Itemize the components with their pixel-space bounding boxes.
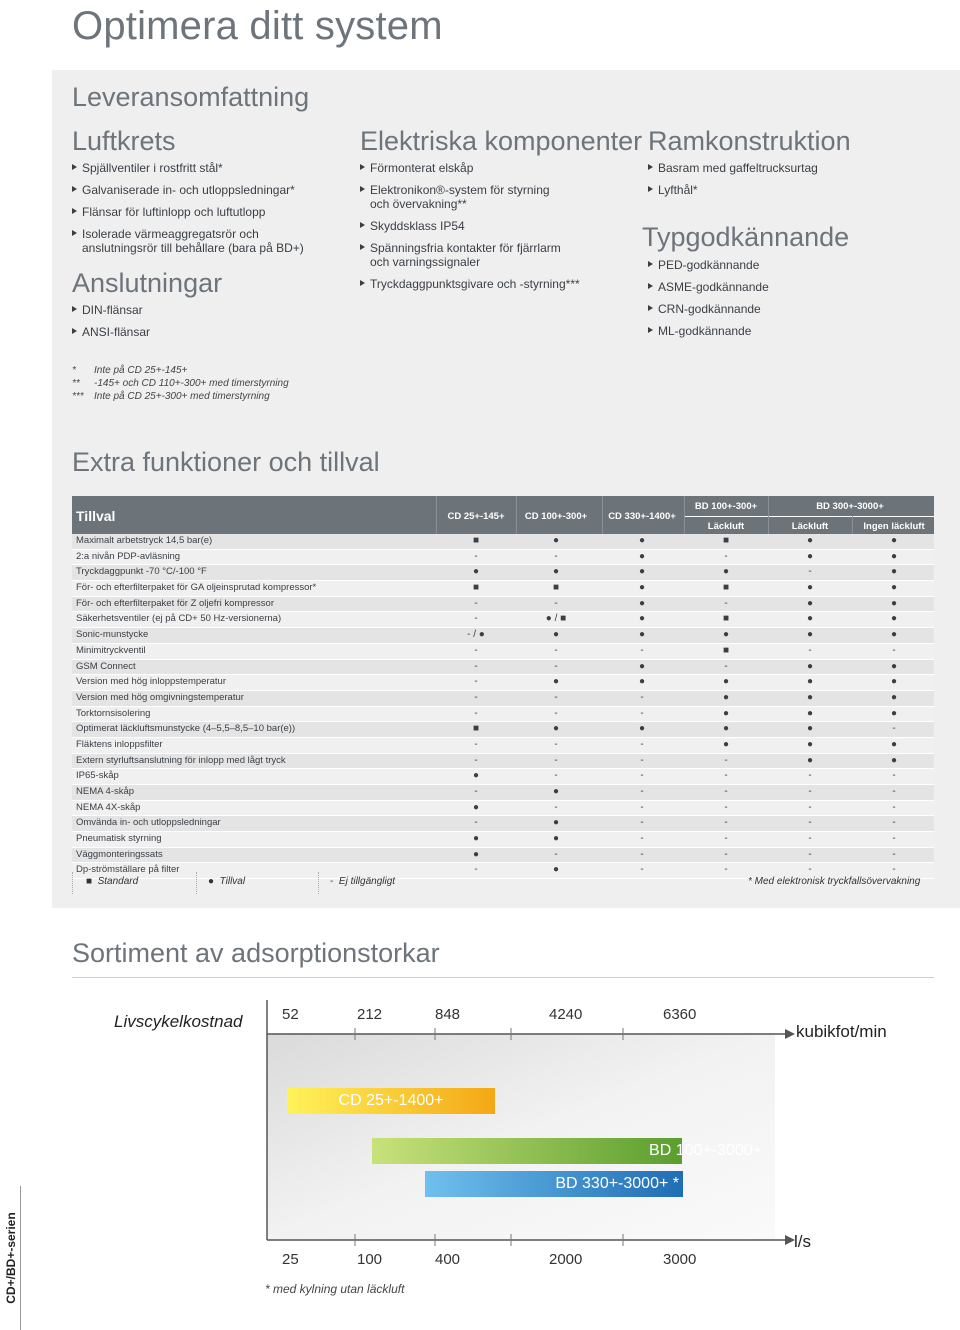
table-cell: - [554, 660, 558, 672]
sortiment-heading: Sortiment av adsorptionstorkar [72, 938, 440, 968]
table-cell: - [640, 801, 644, 813]
table-cell: ● [806, 597, 814, 609]
bottom-tick: 3000 [663, 1251, 697, 1268]
table-cell: - [640, 770, 644, 782]
table-cell: ● [806, 707, 814, 719]
table-cell: ● [890, 566, 898, 578]
table-body [72, 534, 934, 879]
table-cell: ● [806, 582, 814, 594]
table-cell: ● [472, 801, 480, 813]
table-cell: ● [890, 550, 898, 562]
list-item: Galvaniserade in- och utloppsledningar* [72, 183, 332, 197]
table-cell: ● [890, 660, 898, 672]
table-cell: ● [806, 629, 814, 641]
table-cell: ● [806, 676, 814, 688]
scope-heading: Leveransomfattning [72, 82, 310, 112]
table-cell: - [474, 644, 478, 656]
table-cell: ● [722, 707, 730, 719]
table-cell: ● [552, 566, 560, 578]
table-cell: - [474, 550, 478, 562]
table-cell: ● [722, 691, 730, 703]
bullet-icon [360, 186, 365, 192]
table-row [72, 738, 934, 754]
table-cell: - [640, 644, 644, 656]
row-label: Minimitryckventil [76, 644, 146, 656]
table-cell: - [724, 786, 728, 797]
table-cell: ● [638, 723, 646, 735]
list-item: ANSI-flänsar [72, 325, 332, 339]
typgodkannande-list [648, 258, 938, 346]
table-cell: - [808, 644, 812, 656]
top-tick: 6360 [663, 1006, 697, 1023]
legend-tillval: ● Tillval [208, 876, 246, 887]
table-cell: ● [806, 754, 814, 766]
list-item: DIN-flänsar [72, 303, 332, 317]
bottom-tick: 25 [282, 1251, 299, 1268]
list-item: CRN-godkännande [648, 302, 938, 316]
scope-footnotes [72, 364, 289, 403]
table-cell: ● [890, 597, 898, 609]
chart-footnote: * med kylning utan läckluft [265, 1282, 405, 1296]
table-row [72, 628, 934, 644]
table-row [72, 675, 934, 691]
table-cell: - [892, 848, 896, 860]
table-row [72, 581, 934, 597]
square-icon: ■ [86, 876, 93, 887]
list-item: Skyddsklass IP54 [360, 219, 565, 233]
table-cell: ■ [472, 723, 480, 735]
table-cell: ● [890, 676, 898, 688]
table-cell: - [724, 817, 728, 829]
bullet-icon [72, 230, 77, 236]
table-cell: ● [638, 660, 646, 672]
bar-label-bd100: BD 100+-3000+ [649, 1142, 762, 1159]
top-tick: 4240 [549, 1006, 583, 1023]
table-cell: ● [722, 566, 730, 578]
table-cell: - [892, 833, 896, 845]
table-row [72, 816, 934, 832]
table-row [72, 722, 934, 738]
table-cell: ● [552, 676, 560, 688]
side-label: CD+/BD+-serien [4, 1212, 18, 1304]
table-cell: - [892, 801, 896, 813]
footnote: * Inte på CD 25+-145+ [72, 365, 188, 376]
bullet-icon [648, 283, 653, 289]
row-label: Version med hög omgivningstemperatur [76, 691, 244, 703]
table-cell: - [474, 707, 478, 719]
ramkonstruktion-list [648, 161, 938, 205]
row-label: Dp-strömställare på filter [76, 864, 180, 876]
top-tick: 52 [282, 1006, 299, 1023]
table-cell: ● [552, 629, 560, 641]
table-cell: - [724, 848, 728, 860]
col-subheader-bd1: Läckluft [707, 521, 745, 532]
table-cell: - [892, 644, 896, 656]
bullet-icon [648, 305, 653, 311]
list-item: Lyfthål* [648, 183, 938, 197]
top-tick: 212 [357, 1006, 383, 1023]
legend-na: - Ej tillgängligt [330, 876, 396, 887]
table-cell: - [724, 801, 728, 813]
table-row [72, 660, 934, 676]
row-label: För- och efterfilterpaket för GA oljeinsprutad kompressor* [76, 582, 317, 594]
table-cell: ● [806, 613, 814, 625]
table-cell: - [474, 754, 478, 766]
table-cell: - [474, 676, 478, 688]
table-cell: - [474, 864, 478, 876]
row-label: Omvända in- och utloppsledningar [76, 817, 221, 829]
bullet-icon [360, 280, 365, 286]
table-cell: ■ [722, 613, 730, 625]
top-tick: 848 [435, 1006, 461, 1023]
table-cell: - [808, 817, 812, 829]
table-cell: ● [890, 691, 898, 703]
table-cell: ● [890, 707, 898, 719]
table-cell: ■ [552, 582, 560, 594]
table-cell: - [474, 597, 478, 609]
table-cell: ● [638, 597, 646, 609]
bar-label-bd330: BD 330+-3000+ * [555, 1175, 679, 1192]
table-cell: ● [552, 723, 560, 735]
bar-label-cd: CD 25+-1400+ [338, 1092, 444, 1109]
row-label: Extern styrluftsanslutning för inlopp med lågt tryck [76, 754, 286, 766]
row-label: Väggmonteringssats [76, 848, 163, 860]
table-header [72, 496, 934, 534]
legend-note: * Med elektronisk tryckfallsövervakning [748, 876, 921, 887]
table-cell: - [554, 754, 558, 766]
col-header-bd2: BD 300+-3000+ [816, 501, 884, 512]
table-cell: - [554, 691, 558, 703]
table-cell: ● [806, 535, 814, 546]
dash-icon: - [330, 876, 334, 887]
table-cell: ● [552, 864, 560, 876]
table-cell: - [474, 786, 478, 797]
bullet-icon [72, 164, 77, 170]
bullet-icon [72, 306, 77, 312]
row-label: GSM Connect [76, 660, 136, 672]
table-cell: - [474, 691, 478, 703]
page-title: Optimera ditt system [72, 4, 443, 48]
row-label: Torktornsisolering [76, 707, 151, 719]
col-header-cd1: CD 25+-145+ [447, 511, 505, 522]
row-label: Version med hög inloppstemperatur [76, 676, 226, 688]
options-table [72, 496, 934, 879]
table-row [72, 848, 934, 864]
table-cell: ● [638, 566, 646, 578]
bullet-icon [360, 244, 365, 250]
table-cell: - [892, 723, 896, 735]
table-cell: - [640, 864, 644, 876]
col-header-bd1: BD 100+-300+ [694, 501, 758, 512]
table-cell: - [554, 770, 558, 782]
table-row [72, 832, 934, 848]
row-label: Säkerhetsventiler (ej på CD+ 50 Hz-versionerna) [76, 613, 282, 625]
table-cell: ● [552, 786, 560, 797]
luftkrets-list [72, 161, 332, 263]
table-cell: ● [552, 833, 560, 845]
bullet-icon [72, 208, 77, 214]
table-cell: - / ● [467, 629, 485, 641]
table-cell: - [554, 644, 558, 656]
table-cell: ● [722, 738, 730, 750]
row-label: IP65-skåp [76, 770, 119, 782]
table-cell: - [808, 786, 812, 797]
list-item: Flänsar för luftinlopp och luftutlopp [72, 205, 332, 219]
table-cell: - [892, 817, 896, 829]
bottom-unit: l/s [794, 1232, 811, 1251]
table-cell: - [474, 817, 478, 829]
table-cell: - [640, 738, 644, 750]
list-item: Basram med gaffeltrucksurtag [648, 161, 938, 175]
table-cell: - [724, 833, 728, 845]
bullet-icon [648, 164, 653, 170]
table-cell: - [474, 613, 478, 625]
col-header-cd2: CD 100+-300+ [524, 511, 588, 522]
table-cell: ● [638, 613, 646, 625]
table-cell: - [640, 786, 644, 797]
table-cell: ● [472, 833, 480, 845]
bullet-icon [648, 327, 653, 333]
table-cell: - [554, 738, 558, 750]
table-cell: ● [890, 582, 898, 594]
table-cell: - [554, 801, 558, 813]
col-header-cd3: CD 330+-1400+ [608, 511, 676, 522]
list-item: PED-godkännande [648, 258, 938, 272]
bullet-icon [648, 186, 653, 192]
table-cell: - [554, 707, 558, 719]
table-cell: - [808, 801, 812, 813]
sortiment-chart-area [255, 1000, 795, 1250]
list-item: Förmonterat elskåp [360, 161, 565, 175]
table-row [72, 707, 934, 723]
table-row [72, 534, 934, 550]
table-cell: - [892, 864, 896, 876]
bullet-icon [360, 164, 365, 170]
table-row [72, 612, 934, 628]
top-unit: kubikfot/min [796, 1022, 887, 1041]
y-axis-label: Livscykelkostnad [114, 1012, 243, 1031]
col-subheader-bd2-leak: Läckluft [791, 521, 829, 532]
table-cell: ■ [722, 644, 730, 656]
table-cell: ● [806, 660, 814, 672]
table-row [72, 691, 934, 707]
bottom-tick: 100 [357, 1251, 383, 1268]
bullet-icon [360, 222, 365, 228]
table-row [72, 769, 934, 785]
list-item: Elektronikon®-system för styrning och övervakning** [360, 183, 565, 211]
table-cell: - [554, 597, 558, 609]
table-cell: - [640, 833, 644, 845]
table-cell: ● [890, 535, 898, 546]
table-row [72, 597, 934, 613]
dot-icon: ● [208, 876, 215, 887]
row-label: Fläktens inloppsfilter [76, 738, 163, 750]
table-cell: - [724, 754, 728, 766]
footnote: *** Inte på CD 25+-300+ med timerstyrning [72, 391, 270, 402]
table-cell: ● [806, 691, 814, 703]
table-cell: - [892, 786, 896, 797]
table-row [72, 644, 934, 660]
table-cell: - [724, 770, 728, 782]
table-cell: ● [806, 738, 814, 750]
list-item: Tryckdaggpunktsgivare och -styrning*** [360, 277, 630, 291]
table-cell: - [640, 691, 644, 703]
legend-standard: ■ Standard [86, 876, 139, 887]
table-cell: ● [472, 566, 480, 578]
options-heading: Extra funktioner och tillval [72, 447, 380, 477]
table-row [72, 550, 934, 566]
table-row [72, 801, 934, 817]
table-cell: - [640, 817, 644, 829]
bottom-tick: 400 [435, 1251, 461, 1268]
table-cell: - [808, 770, 812, 782]
list-item: ML-godkännande [648, 324, 938, 338]
table-cell: ● [638, 582, 646, 594]
anslutningar-heading: Anslutningar [72, 268, 223, 298]
table-cell: - [808, 848, 812, 860]
table-cell: ■ [472, 582, 480, 594]
table-cell: - [474, 660, 478, 672]
anslutningar-list [72, 303, 332, 347]
row-label: 2:a nivån PDP-avläsning [76, 550, 181, 562]
elektriska-list [360, 161, 580, 299]
row-label: Tryckdaggpunkt -70 °C/-100 °F [76, 566, 207, 578]
table-cell: - [640, 707, 644, 719]
table-cell: - [554, 550, 558, 562]
table-cell: - [724, 597, 728, 609]
bottom-tick: 2000 [549, 1251, 583, 1268]
table-cell: ● [638, 550, 646, 562]
typgodkannande-heading: Typgodkännande [642, 222, 850, 252]
list-item: Spjällventiler i rostfritt stål* [72, 161, 332, 175]
table-cell: ● [806, 723, 814, 735]
table-row [72, 754, 934, 770]
table-row [72, 565, 934, 581]
row-label: För- och efterfilterpaket för Z oljefri kompressor [76, 597, 274, 609]
table-cell: - [724, 550, 728, 562]
footnote: ** -145+ och CD 110+-300+ med timerstyrning [72, 378, 289, 389]
row-label: NEMA 4X-skåp [76, 801, 141, 813]
list-item: Isolerade värmeaggregatsrör och anslutningsrör till behållare (bara på BD+) [72, 227, 322, 255]
row-label: Maximalt arbetstryck 14,5 bar(e) [76, 535, 213, 546]
row-label: Optimerat läckluftsmunstycke (4–5,5–8,5–10 bar(e)) [76, 723, 296, 735]
table-cell: ● [552, 817, 560, 829]
col-header-tillval: Tillval [76, 508, 116, 524]
luftkrets-heading: Luftkrets [72, 126, 176, 156]
table-cell: - [640, 848, 644, 860]
row-label: Sonic-munstycke [76, 629, 149, 641]
bullet-icon [72, 186, 77, 192]
table-cell: - [724, 660, 728, 672]
table-cell: ● [890, 754, 898, 766]
table-row [72, 785, 934, 801]
table-cell: ● [638, 535, 646, 546]
bullet-icon [648, 261, 653, 267]
table-cell: ● [722, 676, 730, 688]
row-label: Pneumatisk styrning [76, 833, 162, 845]
table-cell: ● [552, 535, 560, 546]
table-cell: ● [890, 613, 898, 625]
table-cell: ■ [722, 535, 730, 546]
list-item: Spänningsfria kontakter för fjärrlarm och varningssignaler [360, 241, 565, 269]
ramkonstruktion-heading: Ramkonstruktion [648, 126, 851, 156]
table-cell: - [640, 754, 644, 766]
table-cell: - [474, 738, 478, 750]
table-cell: ● [638, 629, 646, 641]
table-cell: ● [472, 848, 480, 860]
table-cell: ● [890, 629, 898, 641]
row-label: NEMA 4-skåp [76, 786, 135, 797]
side-label-box [0, 1196, 20, 1330]
table-cell: ● [472, 770, 480, 782]
col-subheader-bd2-noleak: Ingen läckluft [863, 521, 925, 532]
table-cell: ● [806, 550, 814, 562]
table-cell: - [892, 770, 896, 782]
table-cell: - [808, 833, 812, 845]
elektriska-heading: Elektriska komponenter [360, 126, 643, 156]
table-cell: ● [722, 723, 730, 735]
table-cell: ■ [472, 535, 480, 546]
table-cell: ■ [722, 582, 730, 594]
table-cell: ● [638, 676, 646, 688]
table-cell: - [724, 864, 728, 876]
list-item: ASME-godkännande [648, 280, 938, 294]
table-cell: - [808, 864, 812, 876]
table-cell: - [554, 848, 558, 860]
table-cell: - [808, 566, 812, 578]
table-cell: ● [890, 738, 898, 750]
bullet-icon [72, 328, 77, 334]
table-cell: ● / ■ [545, 613, 567, 625]
table-cell: ● [722, 629, 730, 641]
